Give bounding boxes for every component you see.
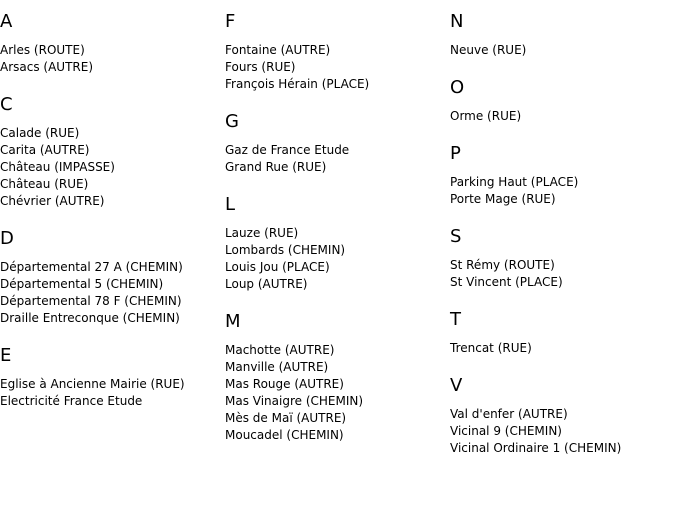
street-list	[0, 42, 225, 76]
street-list	[450, 406, 675, 457]
street-item: Arles (ROUTE)	[0, 43, 85, 57]
street-item: Gaz de France Etude	[225, 143, 350, 157]
letter-section-o	[450, 77, 675, 125]
section-letter: N	[450, 11, 464, 32]
letter-section-l	[225, 194, 450, 293]
street-list	[225, 342, 450, 444]
letter-section-g	[225, 111, 450, 176]
street-item: Départemental 5 (CHEMIN)	[0, 277, 164, 291]
street-item: Neuve (RUE)	[450, 43, 527, 57]
street-item: Calade (RUE)	[0, 126, 80, 140]
letter-section-a	[0, 11, 225, 76]
street-item: St Vincent (PLACE)	[450, 275, 563, 289]
section-letter: O	[450, 77, 465, 98]
street-list	[225, 42, 450, 93]
letter-section-c	[0, 94, 225, 210]
letter-section-d	[0, 228, 225, 327]
section-letter: D	[0, 228, 14, 249]
street-item: Mas Rouge (AUTRE)	[225, 377, 344, 391]
street-item: Porte Mage (RUE)	[450, 192, 556, 206]
street-item: Machotte (AUTRE)	[225, 343, 335, 357]
letter-section-e	[0, 345, 225, 410]
street-list	[450, 108, 675, 125]
street-item: Château (IMPASSE)	[0, 160, 115, 174]
section-letter: F	[225, 11, 236, 32]
street-list	[225, 142, 450, 176]
street-item: Eglise à Ancienne Mairie (RUE)	[0, 377, 185, 391]
street-index-column-3	[450, 11, 675, 457]
street-item: Trencat (RUE)	[450, 341, 532, 355]
street-item: Lombards (CHEMIN)	[225, 243, 346, 257]
street-item: Val d'enfer (AUTRE)	[450, 407, 568, 421]
street-item: Fontaine (AUTRE)	[225, 43, 331, 57]
street-item: Carita (AUTRE)	[0, 143, 90, 157]
street-list	[0, 125, 225, 210]
street-item: Manville (AUTRE)	[225, 360, 329, 374]
street-item: Moucadel (CHEMIN)	[225, 428, 344, 442]
street-item: Mès de Maï (AUTRE)	[225, 411, 347, 425]
section-letter: V	[450, 375, 463, 396]
street-item: Vicinal 9 (CHEMIN)	[450, 424, 562, 438]
section-letter: G	[225, 111, 239, 132]
letter-section-t	[450, 309, 675, 357]
street-item: Départemental 78 F (CHEMIN)	[0, 294, 182, 308]
street-item: Arsacs (AUTRE)	[0, 60, 94, 74]
street-item: Parking Haut (PLACE)	[450, 175, 579, 189]
street-item: Loup (AUTRE)	[225, 277, 308, 291]
street-item: Electricité France Etude	[0, 394, 143, 408]
section-letter: P	[450, 143, 461, 164]
letter-section-n	[450, 11, 675, 59]
street-item: François Hérain (PLACE)	[225, 77, 370, 91]
street-item: Départemental 27 A (CHEMIN)	[0, 260, 183, 274]
street-item: Grand Rue (RUE)	[225, 160, 327, 174]
letter-section-m	[225, 311, 450, 444]
street-item: Fours (RUE)	[225, 60, 296, 74]
street-list	[450, 257, 675, 291]
street-item: St Rémy (ROUTE)	[450, 258, 555, 272]
street-item: Draille Entreconque (CHEMIN)	[0, 311, 180, 325]
letter-section-f	[225, 11, 450, 93]
street-index-column-1	[0, 11, 225, 410]
letter-section-s	[450, 226, 675, 291]
section-letter: A	[0, 11, 13, 32]
street-list	[450, 340, 675, 357]
letter-section-p	[450, 143, 675, 208]
section-letter: C	[0, 94, 13, 115]
street-list	[450, 174, 675, 208]
section-letter: L	[225, 194, 236, 215]
section-letter: T	[450, 309, 461, 330]
letter-section-v	[450, 375, 675, 457]
street-item: Louis Jou (PLACE)	[225, 260, 330, 274]
street-item: Château (RUE)	[0, 177, 89, 191]
street-item: Mas Vinaigre (CHEMIN)	[225, 394, 364, 408]
street-list	[0, 376, 225, 410]
street-item: Chévrier (AUTRE)	[0, 194, 105, 208]
street-item: Orme (RUE)	[450, 109, 522, 123]
section-letter: E	[0, 345, 12, 366]
street-item: Vicinal Ordinaire 1 (CHEMIN)	[450, 441, 622, 455]
street-index-column-2	[225, 11, 450, 444]
street-list	[450, 42, 675, 59]
street-list	[0, 259, 225, 327]
section-letter: M	[225, 311, 241, 332]
street-item: Lauze (RUE)	[225, 226, 299, 240]
street-list	[225, 225, 450, 293]
section-letter: S	[450, 226, 462, 247]
